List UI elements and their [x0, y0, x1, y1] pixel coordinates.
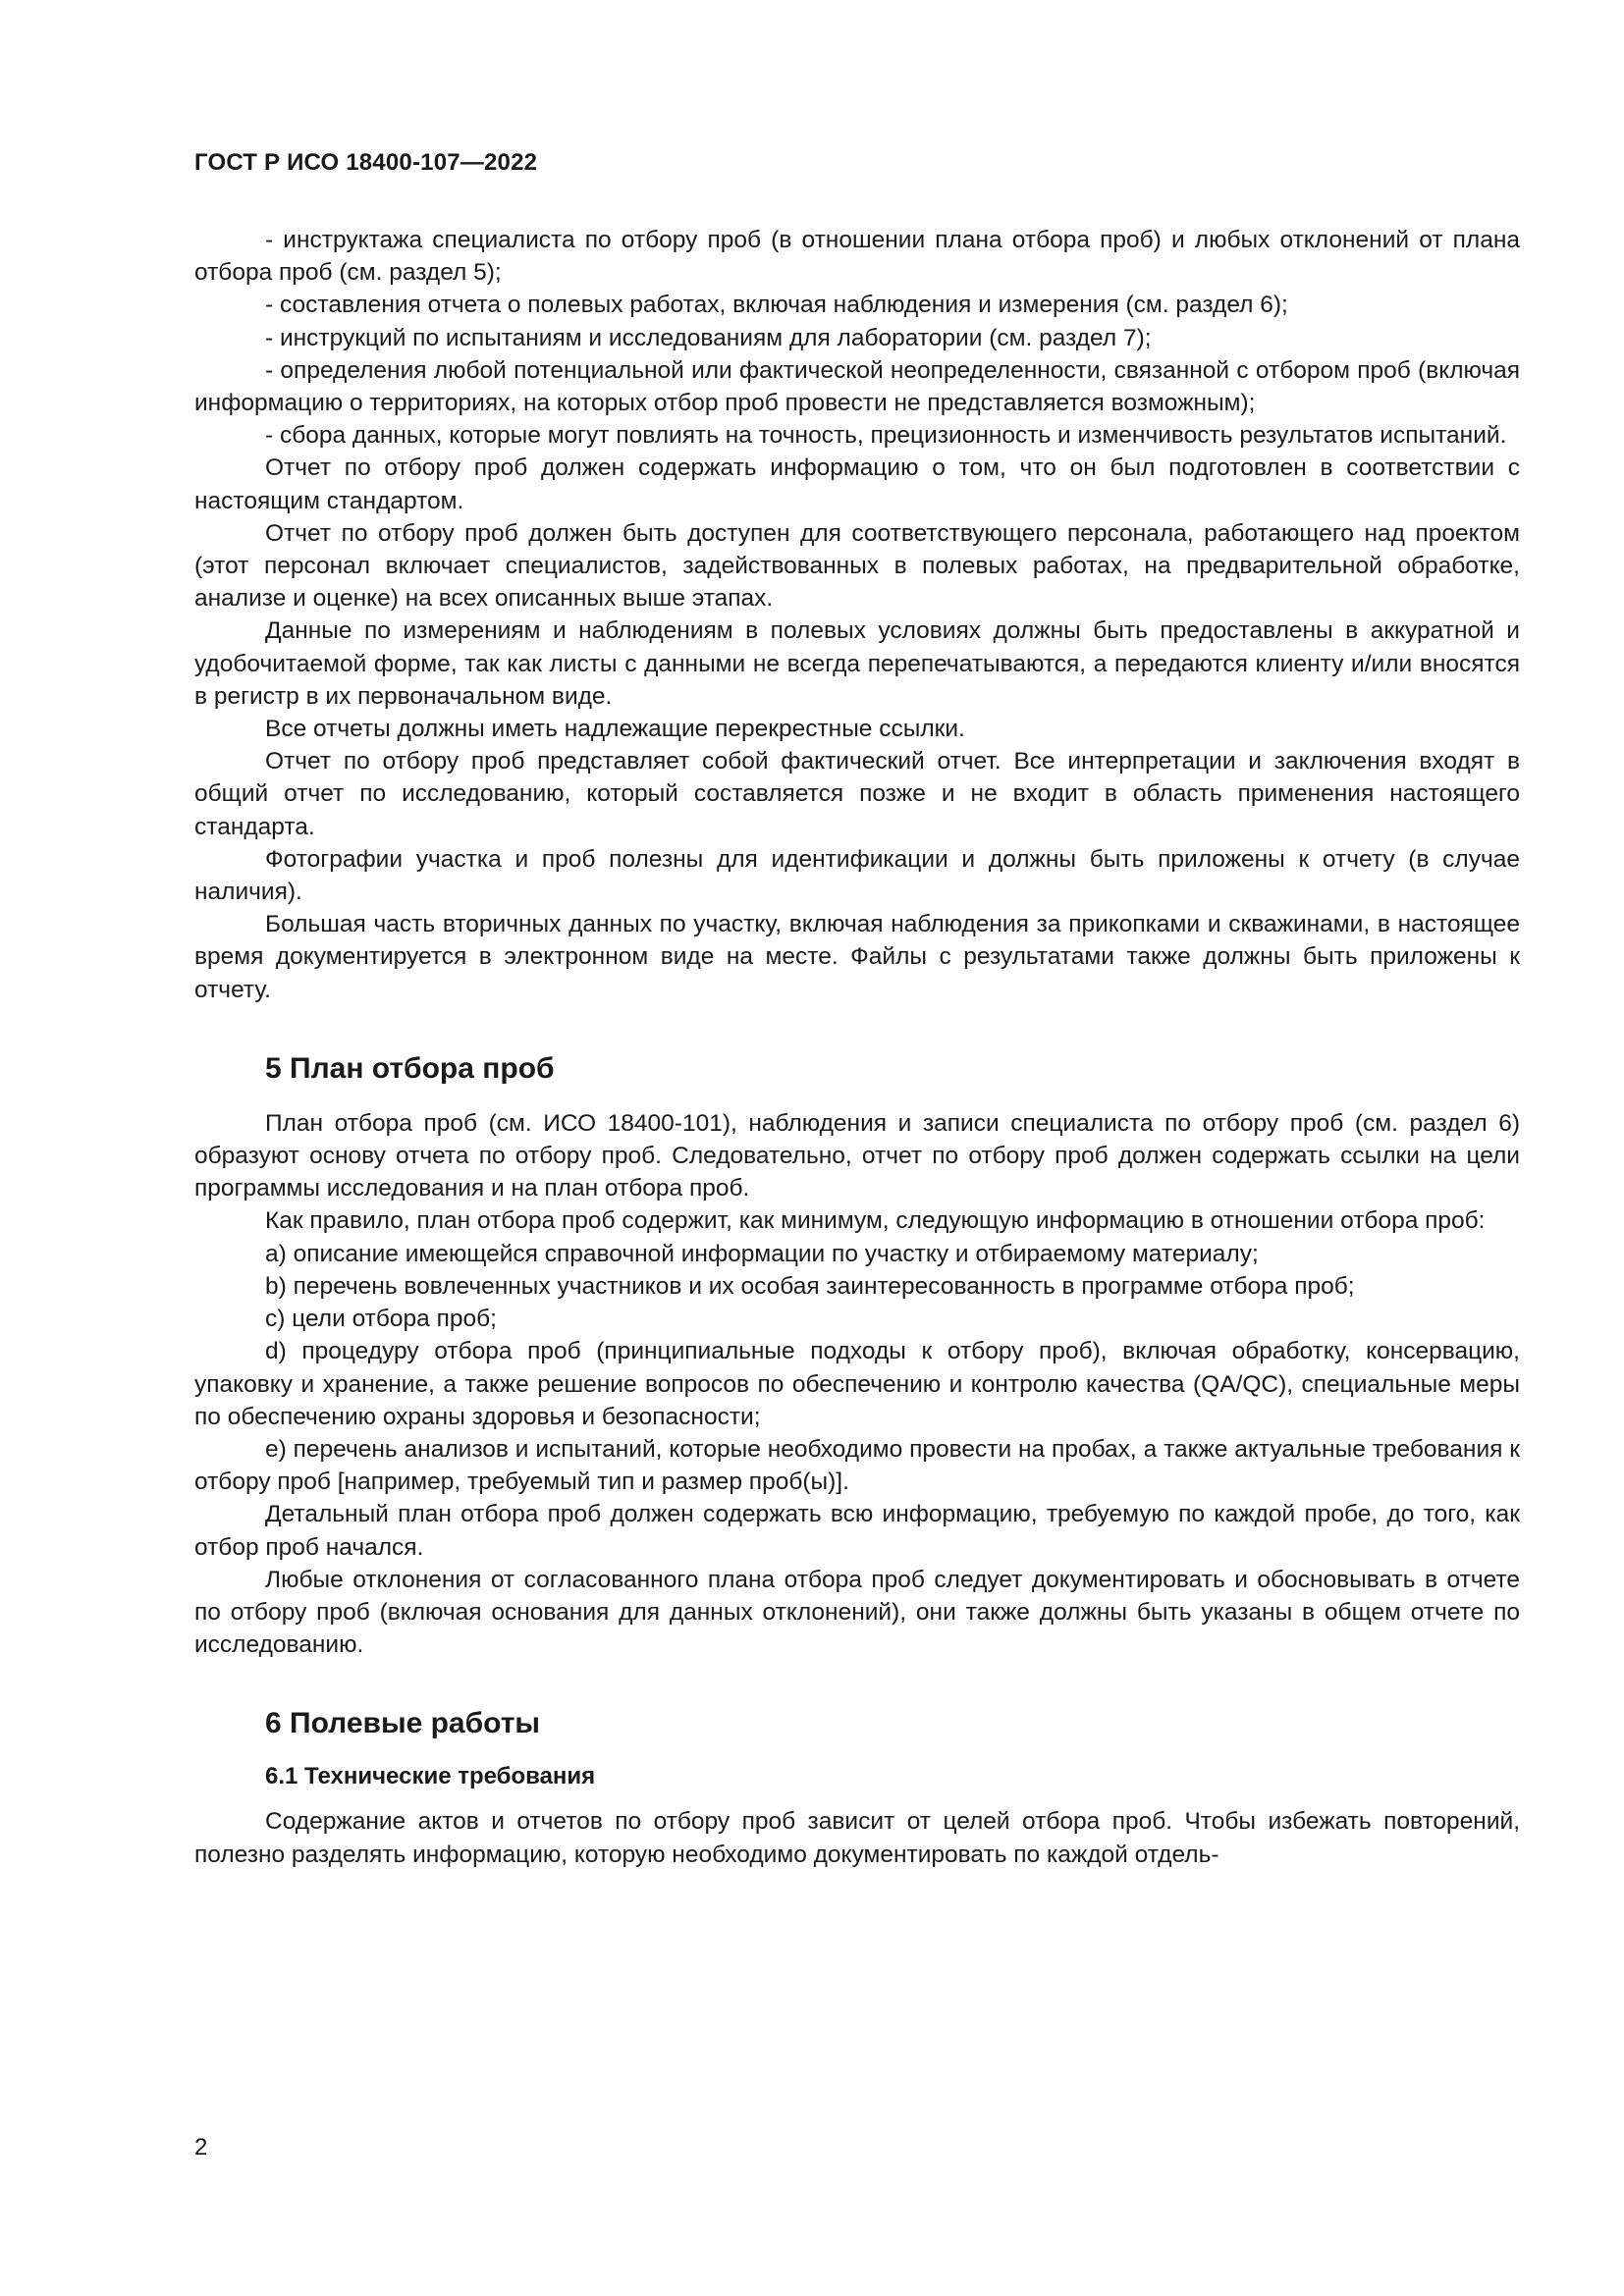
page-number: 2 — [194, 2134, 208, 2161]
section-5-list-item-e: e) перечень анализов и испытаний, которые необходимо провести на пробах, а также актуальные требования к отбору проб [например, требуемый тип и размер проб(ы)]. — [194, 1435, 1520, 1496]
section-5-list-item-d: d) процедуру отбора проб (принципиальные подходы к отбору проб), включая обработку, консервацию, упаковку и хранение, а также решение вопросов по обеспечению и контролю качества (QA/QC), специальные меры по обеспечению охраны здоровья и безопасности; — [194, 1338, 1520, 1430]
section-5-list-item-b: b) перечень вовлеченных участников и их особая заинтересованность в программе отбора проб; — [265, 1272, 1355, 1300]
intro-paragraph: Все отчеты должны иметь надлежащие перекрестные ссылки. — [265, 716, 965, 743]
intro-list-item: - составления отчета о полевых работах, включая наблюдения и измерения (см. раздел 6); — [265, 292, 1288, 319]
subsection-6-1-heading: 6.1 Технические требования — [265, 1763, 596, 1790]
section-5-paragraph: Любые отклонения от согласованного плана отбора проб следует документировать и обосновывать в отчете по отбору проб (включая основания для данных отклонений), они также должны быть указаны в общем отчете по исследованию. — [194, 1566, 1520, 1659]
section-5-paragraph: План отбора проб (см. ИСО 18400-101), наблюдения и записи специалиста по отбору проб (см. раздел 6) образуют основу отчета по отбору проб. Следовательно, отчет по отбору проб должен содержать ссылки на цели программы исследования и на план отбора проб. — [194, 1109, 1520, 1202]
intro-paragraph: Данные по измерениям и наблюдениям в полевых условиях должны быть предоставлены в аккуратной и удобочитаемой форме, так как листы с данными не всегда перепечатываются, а передаются клиенту и/или вносятся в регистр в их первоначальном виде. — [194, 617, 1520, 710]
intro-list-item: - определения любой потенциальной или фактической неопределенности, связанной с отбором проб (включая информацию о территориях, на которых отбор проб провести не представляется возможным); — [194, 356, 1520, 417]
section-5-heading: 5 План отбора проб — [265, 1051, 555, 1085]
section-6-1-paragraph: Содержание актов и отчетов по отбору проб зависит от целей отбора проб. Чтобы избежать повторений, полезно разделять информацию, которую необходимо документировать по каждой отдель- — [194, 1808, 1520, 1868]
section-5-list-item-a: a) описание имеющейся справочной информации по участку и отбираемому материалу; — [265, 1240, 1259, 1267]
intro-paragraph: Фотографии участка и проб полезны для идентификации и должны быть приложены к отчету (в случае наличия). — [194, 845, 1520, 906]
intro-paragraph: Отчет по отбору проб представляет собой фактический отчет. Все интерпретации и заключения входят в общий отчет по исследованию, который составляется позже и не входит в область применения настоящего стандарта. — [194, 748, 1520, 840]
section-5-list-item-c: c) цели отбора проб; — [265, 1306, 497, 1333]
intro-list-item: - инструктажа специалиста по отбору проб (в отношении плана отбора проб) и любых отклонений от плана отбора проб (см. раздел 5); — [194, 227, 1520, 287]
section-5-paragraph: Как правило, план отбора проб содержит, как минимум, следующую информацию в отношении отбора проб: — [265, 1207, 1486, 1235]
intro-paragraph: Отчет по отбору проб должен быть доступен для соответствующего персонала, работающего над проектом (этот персонал включает специалистов, задействованных в полевых работах, на предварительной обработке, анализе и оценке) на всех описанных выше этапах. — [194, 519, 1520, 613]
intro-paragraph: Большая часть вторичных данных по участку, включая наблюдения за прикопками и скважинами, в настоящее время документируется в электронном виде на месте. Файлы с результатами также должны быть приложены к отчету. — [194, 911, 1520, 1003]
page-body — [194, 224, 1520, 1871]
intro-paragraph: Отчет по отбору проб должен содержать информацию о том, что он был подготовлен в соответствии с настоящим стандартом. — [194, 454, 1520, 514]
intro-list-item: - сбора данных, которые могут повлиять на точность, прецизионность и изменчивость результатов испытаний. — [265, 422, 1507, 450]
section-5-paragraph: Детальный план отбора проб должен содержать всю информацию, требуемую по каждой пробе, до того, как отбор проб начался. — [194, 1501, 1520, 1561]
section-6-heading: 6 Полевые работы — [265, 1707, 541, 1740]
document-code-header: ГОСТ Р ИСО 18400-107—2022 — [194, 149, 538, 176]
intro-list-item: - инструкций по испытаниям и исследованиям для лаборатории (см. раздел 7); — [265, 324, 1152, 351]
